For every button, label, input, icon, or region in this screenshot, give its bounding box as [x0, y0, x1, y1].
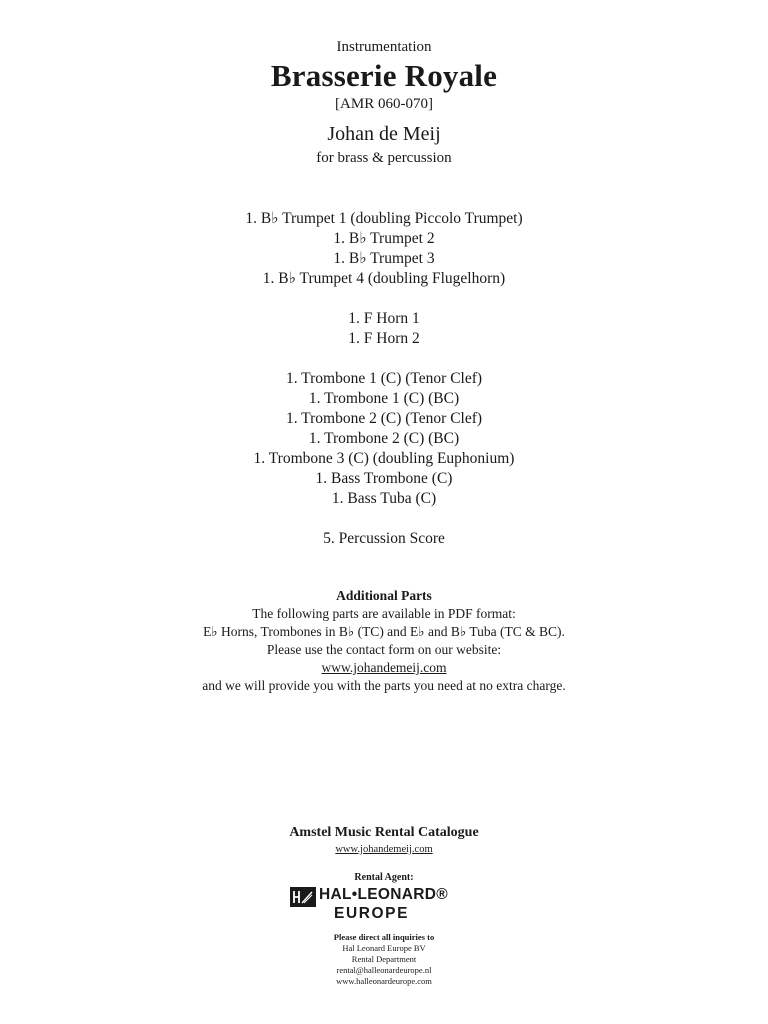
- contact-department: Rental Department: [351, 954, 417, 964]
- contact-block: [0, 932, 768, 987]
- instrument-item: 1. Trombone 1 (C) (Tenor Clef): [285, 370, 483, 387]
- additional-parts-text: Please use the contact form on our website:: [266, 642, 502, 657]
- instrument-item: 5. Percussion Score: [323, 530, 445, 547]
- additional-parts-heading: Additional Parts: [336, 588, 432, 603]
- catalog-number: [AMR 060-070]: [335, 96, 433, 112]
- instrument-item: 1. F Horn 2: [348, 330, 420, 347]
- additional-parts-section: [0, 587, 768, 695]
- catalogue-title: Amstel Music Rental Catalogue: [289, 825, 479, 840]
- low-brass-list: [0, 369, 768, 509]
- subtitle: for brass & percussion: [316, 150, 452, 166]
- instrument-item: 1. F Horn 1: [348, 310, 420, 327]
- header-label: Instrumentation: [336, 39, 432, 55]
- percussion-list: [0, 529, 768, 549]
- additional-parts-text: and we will provide you with the parts you need at no extra charge.: [202, 678, 566, 693]
- instrument-item: 1. Trombone 2 (C) (Tenor Clef): [285, 410, 483, 427]
- contact-web-link[interactable]: www.halleonardeurope.com: [336, 976, 432, 986]
- contact-email-link[interactable]: rental@halleonardeurope.nl: [336, 965, 432, 975]
- catalogue-url-link[interactable]: www.johandemeij.com: [335, 844, 433, 855]
- trumpet-list: [0, 209, 768, 289]
- instrument-item: 1. Trombone 1 (C) (BC): [308, 390, 460, 407]
- additional-parts-text: E♭ Horns, Trombones in B♭ (TC) and E♭ and B♭ Tuba (TC & BC).: [203, 624, 565, 639]
- instrument-item: 1. B♭ Trumpet 1 (doubling Piccolo Trumpet): [245, 210, 523, 227]
- website-link[interactable]: www.johandemeij.com: [321, 660, 447, 675]
- contact-heading: Please direct all inquiries to: [333, 932, 435, 942]
- hal-leonard-logo: [290, 886, 480, 926]
- composer-name: Johan de Meij: [327, 123, 441, 145]
- page-title: Brasserie Royale: [270, 58, 498, 93]
- additional-parts-text: The following parts are available in PDF format:: [252, 606, 516, 621]
- instrument-item: 1. Bass Trombone (C): [315, 470, 453, 487]
- hal-leonard-emblem-icon: [290, 887, 316, 907]
- instrument-item: 1. B♭ Trumpet 4 (doubling Flugelhorn): [262, 270, 506, 287]
- rental-agent-label: Rental Agent:: [354, 872, 414, 883]
- logo-wordmark: HAL•LEONARD®: [319, 886, 448, 903]
- instrument-item: 1. Trombone 2 (C) (BC): [308, 430, 460, 447]
- instrument-item: 1. Bass Tuba (C): [331, 490, 437, 507]
- instrument-item: 1. B♭ Trumpet 3: [333, 250, 435, 267]
- instrument-item: 1. B♭ Trumpet 2: [333, 230, 435, 247]
- instrument-item: 1. Trombone 3 (C) (doubling Euphonium): [253, 450, 515, 467]
- logo-region: EUROPE: [334, 905, 410, 922]
- contact-company: Hal Leonard Europe BV: [342, 943, 426, 953]
- horn-list: [0, 309, 768, 349]
